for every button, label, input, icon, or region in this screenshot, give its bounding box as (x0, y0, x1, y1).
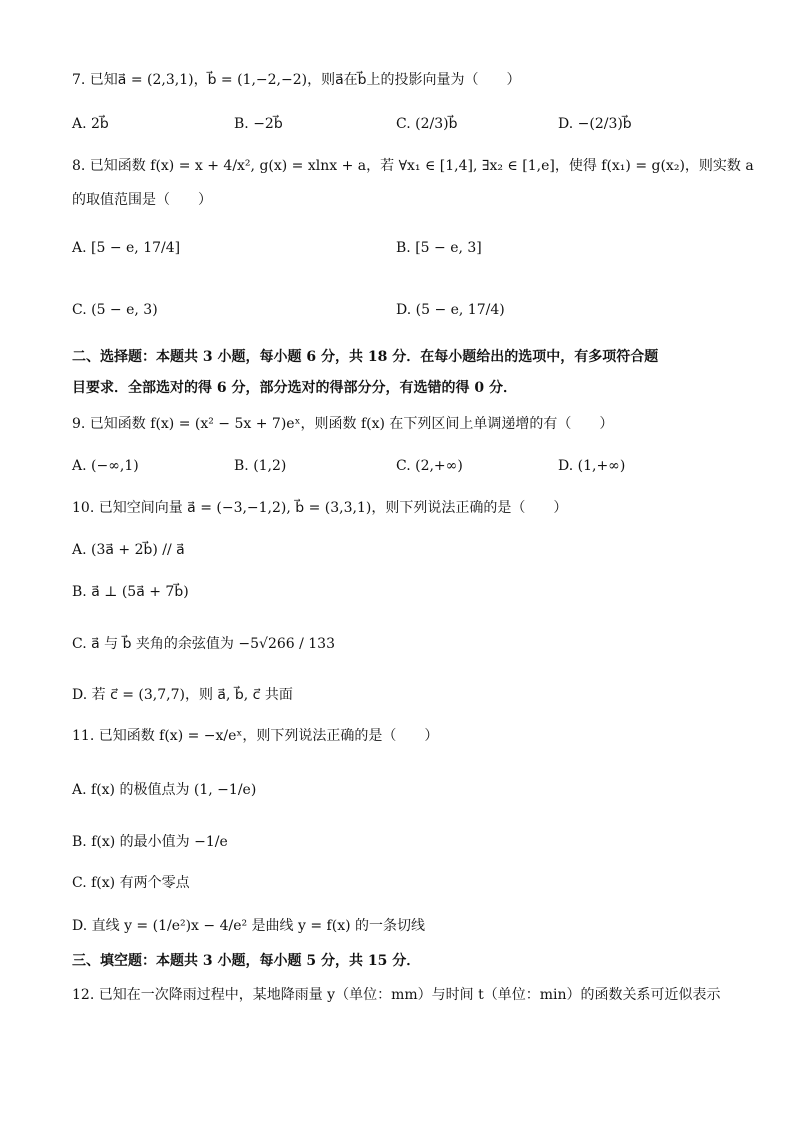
q9-stem: 9. 已知函数 f(x) = (x² − 5x + 7)eˣ，则函数 f(x) 在下列区间上单调递增的有（ ） (72, 416, 614, 432)
q11-option-c: C. f(x) 有两个零点 (72, 875, 190, 891)
q8-option-b: B. [5 − e, 3] (396, 240, 482, 256)
q7-option-c: C. (2/3)b⃗ (396, 116, 458, 132)
q8-option-d: D. (5 − e, 17/4) (396, 302, 505, 318)
q8-option-c: C. (5 − e, 3) (72, 302, 158, 318)
q9-option-d: D. (1,+∞) (558, 458, 626, 474)
q7-option-a: A. 2b⃗ (72, 116, 109, 132)
q10-stem: 10. 已知空间向量 a⃗ = (−3,−1,2), b⃗ = (3,3,1)，则下列说法正确的是（ ） (72, 500, 568, 516)
q12-stem: 12. 已知在一次降雨过程中，某地降雨量 y（单位：mm）与时间 t（单位：min）的函数关系可近似表示 (72, 987, 721, 1003)
q7-option-b: B. −2b⃗ (234, 116, 283, 132)
q9-option-a: A. (−∞,1) (72, 458, 139, 474)
q10-option-d: D. 若 c⃗ = (3,7,7)，则 a⃗, b⃗, c⃗ 共面 (72, 687, 293, 703)
q11-option-d: D. 直线 y = (1/e²)x − 4/e² 是曲线 y = f(x) 的一条切线 (72, 918, 426, 934)
q10-option-c: C. a⃗ 与 b⃗ 夹角的余弦值为 −5√266 / 133 (72, 636, 335, 652)
q7-stem: 7. 已知a⃗ = (2,3,1)，b⃗ = (1,−2,−2)，则a⃗在b⃗上的投影向量为（ ） (72, 72, 521, 88)
q11-option-a: A. f(x) 的极值点为 (1, −1/e) (72, 782, 257, 798)
q8-stem: 8. 已知函数 f(x) = x + 4/x², g(x) = xlnx + a，若 ∀x₁ ∈ [1,4], ∃x₂ ∈ [1,e]，使得 f(x₁) = g(x₂)，则实数 a (72, 158, 754, 174)
q11-option-b: B. f(x) 的最小值为 −1/e (72, 834, 228, 850)
q10-option-a: A. (3a⃗ + 2b⃗) // a⃗ (72, 542, 185, 558)
q8-option-a: A. [5 − e, 17/4] (72, 240, 181, 256)
q11-stem: 11. 已知函数 f(x) = −x/eˣ，则下列说法正确的是（ ） (72, 728, 439, 744)
q7-option-d: D. −(2/3)b⃗ (558, 116, 632, 132)
q9-option-c: C. (2,+∞) (396, 458, 463, 474)
section-2-heading-cont: 目要求．全部选对的得 6 分，部分选对的得部分分，有选错的得 0 分． (72, 380, 517, 396)
q10-option-b: B. a⃗ ⊥ (5a⃗ + 7b⃗) (72, 584, 189, 600)
section-3-heading: 三、填空题：本题共 3 小题，每小题 5 分，共 15 分． (72, 953, 421, 969)
q9-option-b: B. (1,2) (234, 458, 287, 474)
q8-stem-cont: 的取值范围是（ ） (72, 192, 212, 208)
section-2-heading: 二、选择题：本题共 3 小题，每小题 6 分，共 18 分．在每小题给出的选项中，有多项符合题 (72, 349, 659, 365)
